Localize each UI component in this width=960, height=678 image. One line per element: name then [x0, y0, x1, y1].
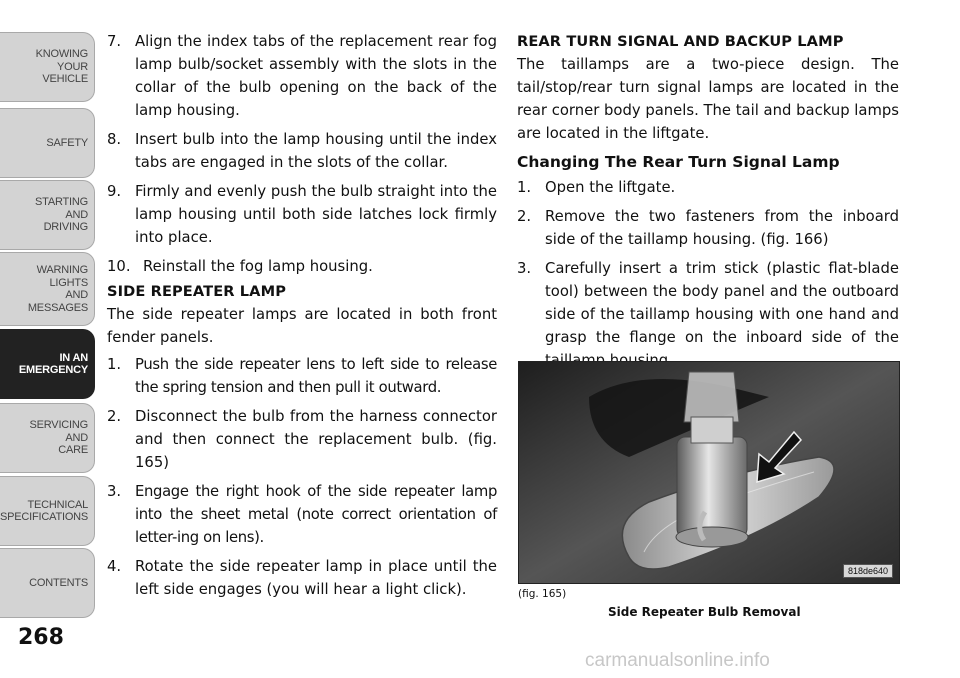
step-text: Carefully insert a trim stick (plastic flat-blade tool) between the body panel and the outboard side of the taillamp housing with one hand and grasp the flange on the inboard side of the [545, 260, 899, 346]
step-text: Firmly and evenly push the bulb straight into the lamp housing until both side latches lock firmly into place. [135, 183, 497, 246]
section-heading: REAR TURN SIGNAL AND BACKUP LAMP [517, 33, 844, 50]
step-text: Rotate the side repeater lamp in place until the left side engages (you will hear a light click). [135, 558, 497, 598]
bulb-illustration [519, 362, 899, 583]
tab-in-an-emergency[interactable] [0, 329, 95, 399]
step-text: Open the liftgate. [545, 179, 676, 196]
figure-reference: (fig. 165) [518, 588, 567, 600]
tab-label: AND [65, 289, 88, 301]
step-number: 10. [107, 258, 131, 275]
step-text: Remove the two fasteners from the inboard side of the taillamp housing. (fig. 166) [545, 208, 899, 248]
watermark: carmanualsonline.info [585, 650, 770, 671]
step-number: 3. [517, 260, 532, 277]
tab-label: TECHNICAL [27, 498, 88, 511]
step-number: 4. [107, 558, 122, 575]
tab-label: AND [65, 431, 88, 444]
section-intro: The side repeater lamps are located in both front fender panels. [107, 306, 497, 346]
step-number: 9. [107, 183, 122, 200]
step-text: Disconnect the bulb from the harness connector and then connect the replacement bulb. (fig. 165) [135, 408, 497, 471]
tab-starting-and-driving[interactable] [0, 180, 95, 250]
list-item [107, 353, 497, 399]
list-item [107, 128, 497, 174]
tab-label: DRIVING [43, 221, 88, 234]
tab-label: STARTING [35, 196, 88, 209]
list-item [517, 205, 899, 251]
tab-technical-specifications[interactable] [0, 476, 95, 546]
right-column [517, 30, 899, 378]
tab-label: CONTENTS [29, 576, 88, 589]
tab-label: LIGHTS [49, 276, 88, 289]
tab-label: SPECIFICATIONS [0, 511, 89, 523]
tab-contents[interactable] [0, 548, 95, 618]
step-text: Push the side repeater lens to left side to release the spring tension and then pull it outward. [135, 356, 497, 396]
list-item [517, 257, 899, 372]
subsection-heading: Changing The Rear Turn Signal Lamp [517, 153, 840, 171]
tab-servicing-and-care[interactable] [0, 403, 95, 473]
list-item [107, 255, 497, 278]
section-heading: SIDE REPEATER LAMP [107, 283, 286, 300]
step-number: 8. [107, 131, 122, 148]
tab-label: VEHICLE [42, 73, 88, 86]
step-number: 1. [107, 356, 122, 373]
figure-code-label: 818de640 [843, 564, 893, 578]
step-number: 3. [107, 483, 122, 500]
step-text: Reinstall the fog lamp housing. [143, 258, 373, 275]
list-item [107, 555, 497, 601]
step-text: Insert bulb into the lamp housing until the index tabs are engaged in the slots of the collar. [135, 131, 497, 171]
tab-label: SERVICING [29, 419, 88, 432]
list-item [107, 405, 497, 474]
figure-title: Side Repeater Bulb Removal [608, 605, 801, 619]
step-number: 1. [517, 179, 532, 196]
left-column [107, 30, 497, 607]
list-item [107, 480, 497, 549]
step-number: 2. [517, 208, 532, 225]
step-text: Engage the right hook of the side repeater lamp into the sheet metal (note correct orientation of letter-ing on lens). [135, 483, 497, 546]
tab-label: KNOWING [35, 48, 88, 61]
tab-safety[interactable] [0, 108, 95, 178]
list-item [517, 176, 899, 199]
page-number: 268 [18, 625, 64, 650]
step-text: Align the index tabs of the replacement rear fog lamp bulb/socket assembly with the slots in the collar of the bulb opening on the back of the lamp housing. [135, 33, 497, 119]
list-item [107, 30, 497, 122]
tab-label: EMERGENCY [18, 364, 88, 376]
step-number: 7. [107, 33, 122, 50]
tab-label: MESSAGES [27, 301, 88, 314]
tab-label: AND [65, 208, 88, 221]
figure-side-repeater-bulb [518, 361, 900, 584]
tab-label: IN AN [59, 351, 88, 364]
tab-label: WARNING [36, 264, 88, 276]
tab-knowing-your-vehicle[interactable] [0, 32, 95, 102]
tab-label: YOUR [57, 60, 88, 73]
tab-label: SAFETY [46, 136, 88, 149]
step-number: 2. [107, 408, 122, 425]
list-item [107, 180, 497, 249]
tab-warning-lights-and-messages[interactable] [0, 252, 95, 326]
tab-label: CARE [58, 444, 88, 457]
section-intro: The taillamps are a two-piece design. The tail/stop/rear turn signal lamps are located in the rear corner body panels. The tail and backup lamps are located in the liftgate. [517, 56, 899, 142]
